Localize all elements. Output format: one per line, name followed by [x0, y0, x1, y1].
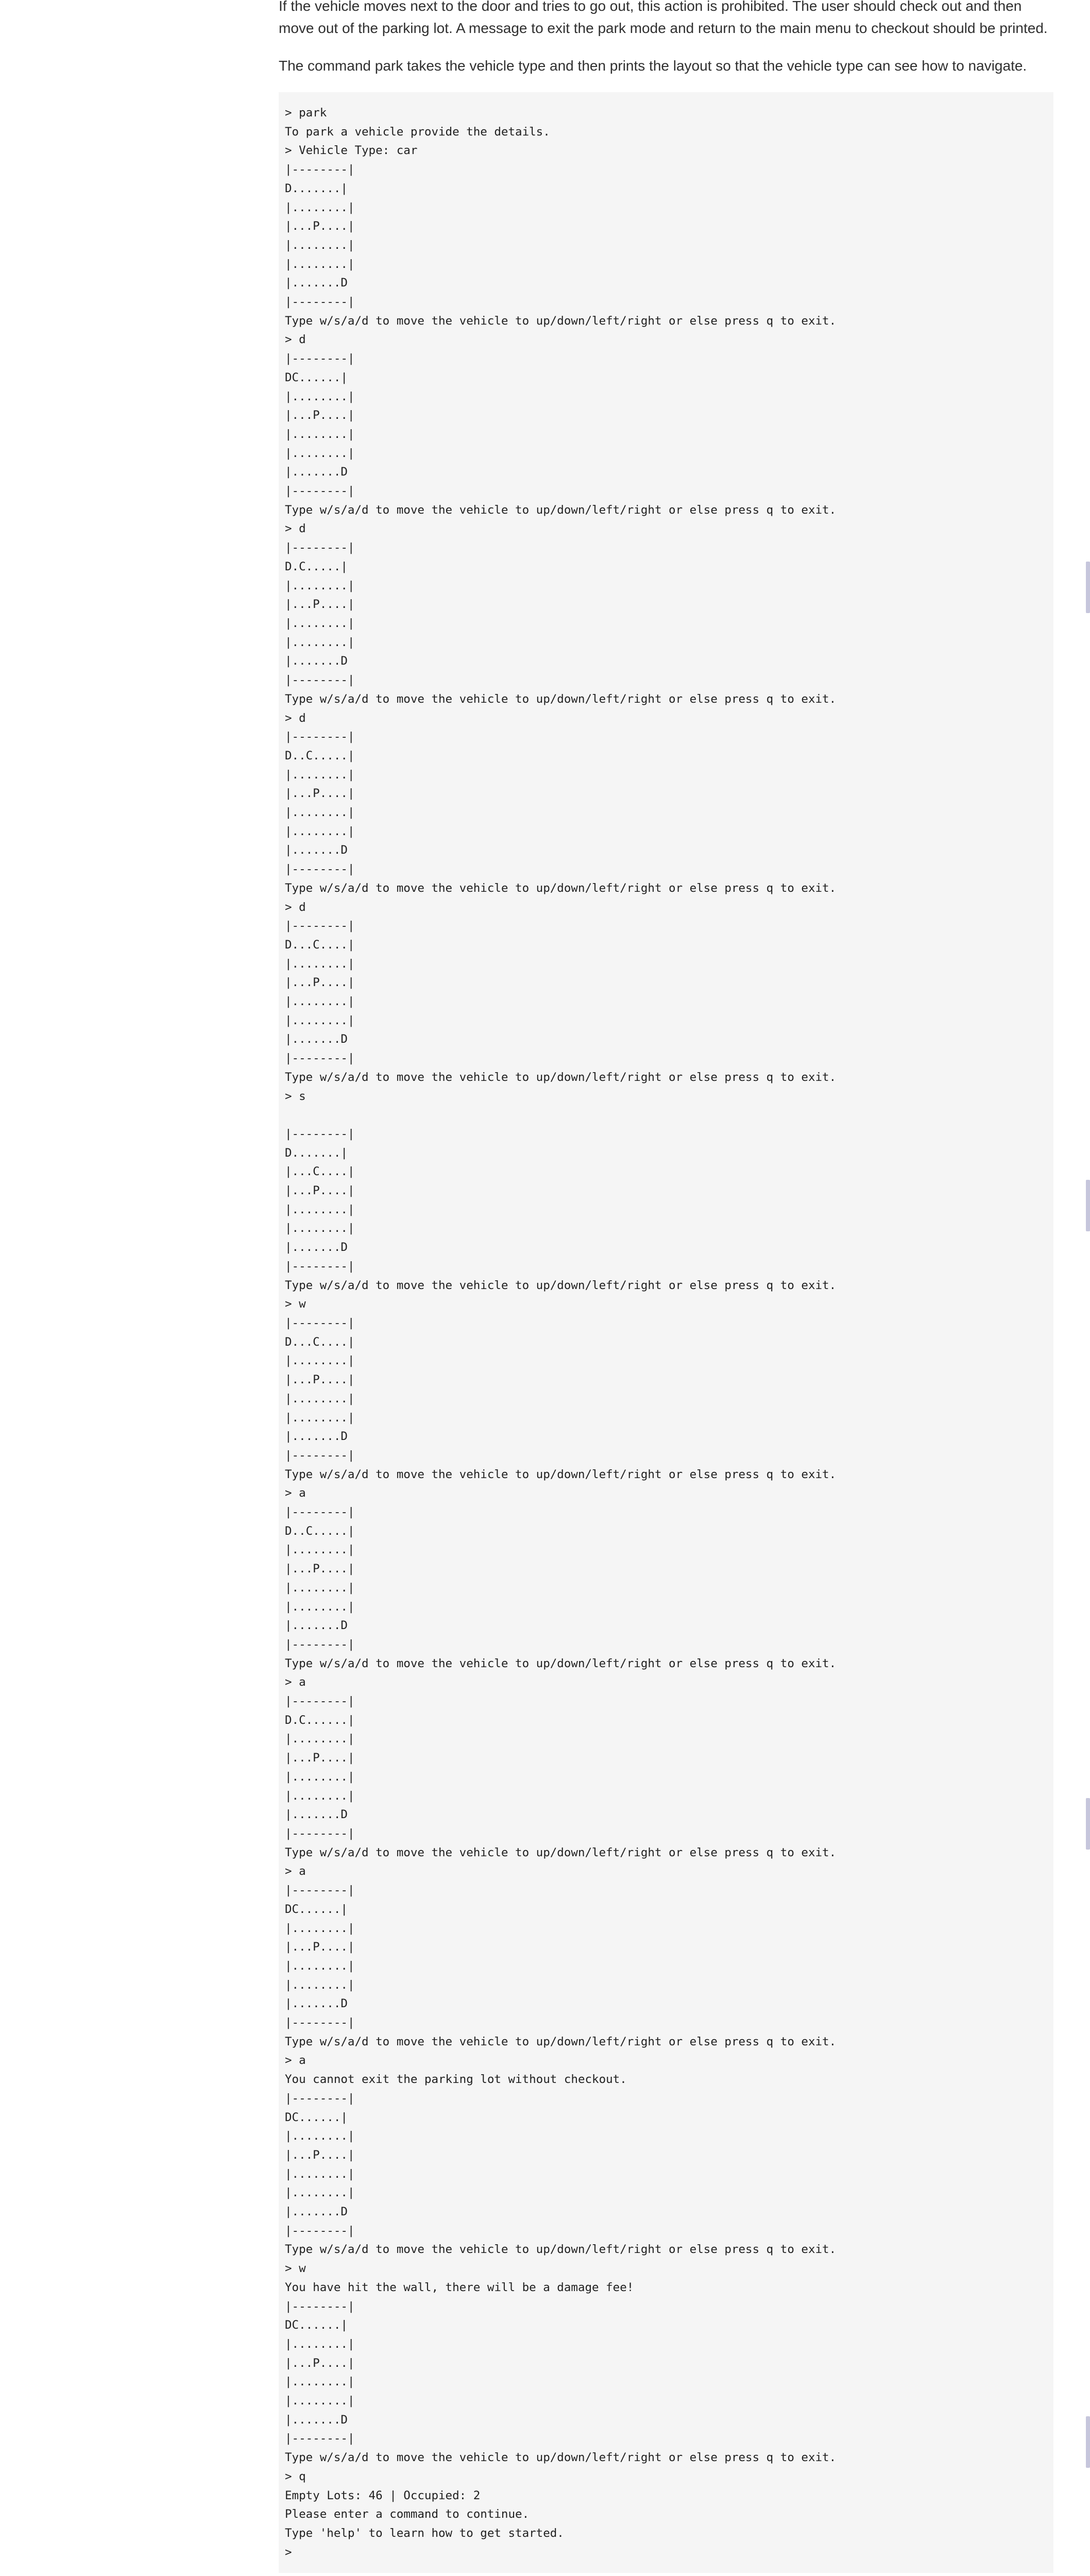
code-line: |........| [285, 1581, 355, 1595]
code-line: |.......D [285, 1241, 348, 1255]
code-line: |.......D [285, 2205, 348, 2219]
code-line: |...P....| [285, 1184, 355, 1198]
code-line: |........| [285, 1732, 355, 1746]
code-line: |...P....| [285, 787, 355, 801]
code-block [279, 92, 1053, 2573]
code-line: > a [285, 1675, 306, 1689]
code-line: |--------| [285, 2016, 355, 2030]
code-line: Type w/s/a/d to move the vehicle to up/down/left/right or else press q to exit. [285, 2451, 837, 2465]
paragraph: The command park takes the vehicle type and then prints the layout so that the vehicle type can see how to navigate. [279, 58, 1027, 74]
code-line: |--------| [285, 2224, 355, 2238]
code-line: Type w/s/a/d to move the vehicle to up/down/left/right or else press q to exit. [285, 1467, 837, 1481]
code-line: Type w/s/a/d to move the vehicle to up/down/left/right or else press q to exit. [285, 1656, 837, 1670]
code-line: |........| [285, 2167, 355, 2181]
code-line: |--------| [285, 1259, 355, 1273]
code-line: Type w/s/a/d to move the vehicle to up/down/left/right or else press q to exit. [285, 881, 837, 895]
code-line: D...C....| [285, 938, 355, 952]
code-line: |--------| [285, 295, 355, 309]
code-line: You have hit the wall, there will be a damage fee! [285, 2280, 634, 2294]
code-line: Type w/s/a/d to move the vehicle to up/down/left/right or else press q to exit. [285, 1278, 837, 1292]
code-line: |........| [285, 2337, 355, 2351]
code-line: |.......D [285, 465, 348, 479]
code-line: Type w/s/a/d to move the vehicle to up/down/left/right or else press q to exit. [285, 503, 837, 517]
code-line: |...P....| [285, 1373, 355, 1387]
code-line: |.......D [285, 1619, 348, 1633]
code-line: DC......| [285, 370, 348, 384]
code-line: |........| [285, 1921, 355, 1935]
code-line: |.......D [285, 1430, 348, 1444]
code-line: |...P....| [285, 598, 355, 612]
code-line: To park a vehicle provide the details. [285, 125, 550, 139]
code-line: > park [285, 106, 327, 120]
code-line: |--------| [285, 1505, 355, 1519]
code-line: > a [285, 2054, 306, 2067]
code-line: |........| [285, 1202, 355, 1216]
code-line: |...P....| [285, 1751, 355, 1765]
code-line: |........| [285, 1789, 355, 1803]
code-line: |........| [285, 1222, 355, 1235]
code-line: |.......D [285, 654, 348, 668]
code-line: > w [285, 2262, 306, 2276]
code-line: |--------| [285, 352, 355, 366]
code-line: |........| [285, 635, 355, 649]
scrollbar-marker [1086, 1798, 1090, 1850]
code-line: > d [285, 711, 306, 725]
code-line: > w [285, 1297, 306, 1311]
code-line: |.......D [285, 1997, 348, 2011]
code-line: |--------| [285, 1694, 355, 1708]
code-line: |........| [285, 1770, 355, 1784]
code-line: |...P....| [285, 409, 355, 422]
code-line: |--------| [285, 1637, 355, 1651]
code-line: |........| [285, 238, 355, 252]
code-line: |...C....| [285, 1165, 355, 1179]
code-line: D...C....| [285, 1335, 355, 1349]
code-line: |........| [285, 1013, 355, 1027]
code-line: > d [285, 522, 306, 536]
code-line: |........| [285, 2129, 355, 2143]
code-line: Type w/s/a/d to move the vehicle to up/down/left/right or else press q to exit. [285, 2243, 837, 2257]
code-line: |........| [285, 2394, 355, 2408]
scrollbar-marker [1086, 562, 1090, 613]
code-line: Please enter a command to continue. [285, 2507, 530, 2521]
code-line: |--------| [285, 484, 355, 498]
scrollbar-marker [1086, 1180, 1090, 1231]
code-line: D..C.....| [285, 749, 355, 762]
code-line: |...P....| [285, 1562, 355, 1576]
code-line: |--------| [285, 1316, 355, 1330]
code-line: |...P....| [285, 219, 355, 233]
code-line: |........| [285, 1600, 355, 1614]
code-line: |...P....| [285, 1940, 355, 1954]
code-line: |--------| [285, 2299, 355, 2313]
code-line: |--------| [285, 1448, 355, 1462]
code-line: |--------| [285, 1826, 355, 1840]
code-line: > a [285, 1865, 306, 1878]
code-line: |........| [285, 1392, 355, 1405]
code-line: > [285, 2545, 292, 2559]
code-line: |........| [285, 2186, 355, 2200]
code-line: Empty Lots: 46 | Occupied: 2 [285, 2488, 481, 2502]
code-line [285, 1106, 1047, 1125]
code-line: |.......D [285, 843, 348, 857]
code-line: Type w/s/a/d to move the vehicle to up/down/left/right or else press q to exit. [285, 1845, 837, 1859]
code-line: |........| [285, 2375, 355, 2389]
code-line: > a [285, 1486, 306, 1500]
code-line: |.......D [285, 2413, 348, 2427]
code-line: |--------| [285, 862, 355, 876]
code-line: |--------| [285, 541, 355, 555]
code-line: > q [285, 2469, 306, 2483]
code-line: |........| [285, 1354, 355, 1368]
code-line: |--------| [285, 919, 355, 933]
code-line: > Vehicle Type: car [285, 144, 418, 158]
code-line: |--------| [285, 1127, 355, 1141]
scrollbar-marker [1086, 2416, 1090, 2468]
code-line: |........| [285, 257, 355, 271]
code-line: |........| [285, 1411, 355, 1425]
code-line: > d [285, 333, 306, 347]
code-line: D.......| [285, 1146, 348, 1160]
code-line: |........| [285, 446, 355, 460]
code-line: > d [285, 900, 306, 914]
code-line: |...P....| [285, 2356, 355, 2370]
code-line: |.......D [285, 1808, 348, 1822]
code-line: |........| [285, 579, 355, 592]
code-line: |--------| [285, 163, 355, 177]
code-line: D.......| [285, 181, 348, 195]
code-line: D..C.....| [285, 1524, 355, 1538]
code-line: |........| [285, 806, 355, 820]
code-line: DC......| [285, 2318, 348, 2332]
code-line: |........| [285, 957, 355, 971]
code-line: |...P....| [285, 2148, 355, 2162]
code-line: |--------| [285, 730, 355, 744]
code-line: |.......D [285, 1032, 348, 1046]
code-line: |........| [285, 1959, 355, 1973]
code-line: D.C.....| [285, 560, 348, 573]
code-line: Type w/s/a/d to move the vehicle to up/down/left/right or else press q to exit. [285, 2035, 837, 2048]
code-line: D.C......| [285, 1713, 355, 1727]
code-line: Type w/s/a/d to move the vehicle to up/down/left/right or else press q to exit. [285, 1070, 837, 1084]
code-line: |........| [285, 200, 355, 214]
code-line: |...P....| [285, 976, 355, 990]
code-line: |........| [285, 1543, 355, 1557]
code-line: |--------| [285, 1052, 355, 1065]
code-line: Type w/s/a/d to move the vehicle to up/down/left/right or else press q to exit. [285, 314, 837, 328]
code-line: |........| [285, 616, 355, 630]
code-line: |........| [285, 1978, 355, 1992]
code-line: > s [285, 1089, 306, 1103]
code-line: |--------| [285, 673, 355, 687]
code-line: |........| [285, 995, 355, 1009]
code-line: |.......D [285, 276, 348, 290]
code-line: |--------| [285, 1884, 355, 1897]
code-line: DC......| [285, 1902, 348, 1916]
code-line: Type 'help' to learn how to get started. [285, 2527, 564, 2540]
paragraph: If the vehicle moves next to the door and tries to go out, this action is prohibited. The user should check out and then move out of the parking lot. A message to exit the park mode and return to the main menu to checkout should be printed. [279, 0, 1048, 36]
code-line: |........| [285, 768, 355, 782]
code-line: You cannot exit the parking lot without checkout. [285, 2073, 627, 2087]
code-line: DC......| [285, 2110, 348, 2124]
code-line: |........| [285, 389, 355, 403]
code-line: Type w/s/a/d to move the vehicle to up/down/left/right or else press q to exit. [285, 692, 837, 706]
code-line: |........| [285, 427, 355, 441]
code-line: |--------| [285, 2091, 355, 2105]
code-line: |........| [285, 824, 355, 838]
document-content [279, 0, 1053, 2576]
code-line: |--------| [285, 2432, 355, 2446]
